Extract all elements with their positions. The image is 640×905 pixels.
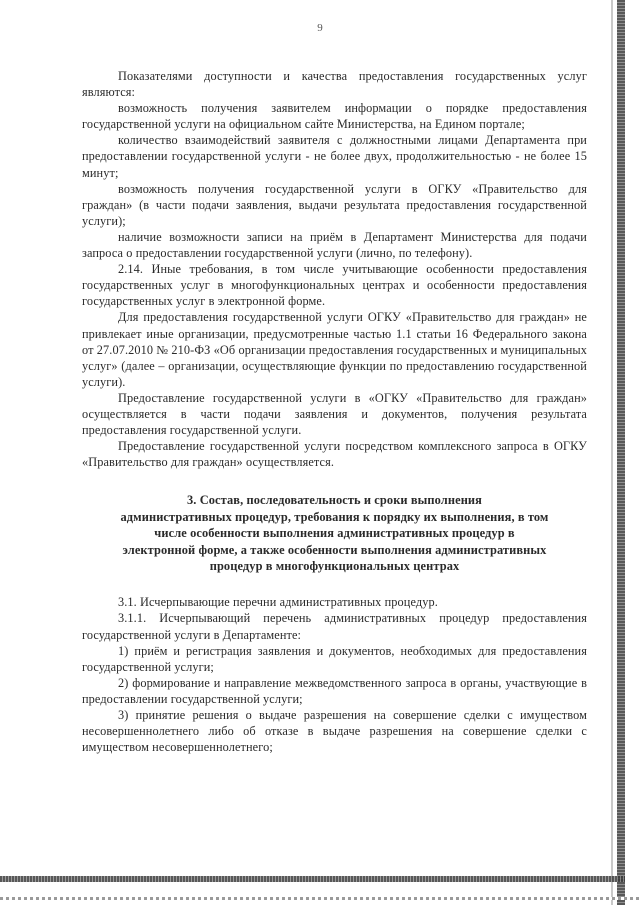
heading-line: числе особенности выполнения административных процедур в [154, 526, 515, 541]
scan-edge-right [617, 0, 625, 905]
heading-line: электронной форме, а также особенности выполнения административных [122, 542, 547, 557]
scan-edge-bottom [0, 876, 625, 882]
heading-line: процедур в многофункциональных центрах [209, 558, 460, 573]
paragraph: наличие возможности записи на приём в Департамент Министерства для подачи запроса о предоставлении государственной услуги (лично, по телефону). [82, 229, 587, 261]
page-number: 9 [317, 22, 323, 34]
paragraph: Предоставление государственной услуги в «ОГКУ «Правительство для граждан» осуществляется в части подачи заявления и документов, получения результата предоставления государственной услуги. [82, 390, 587, 438]
document-body [82, 68, 587, 755]
paragraph: 1) приём и регистрация заявления и документов, необходимых для предоставления государственной услуги; [82, 643, 587, 674]
paragraph: Предоставление государственной услуги посредством комплексного запроса в ОГКУ «Правительство для граждан» осуществляется. [82, 439, 587, 470]
paragraph: 3.1.1. Исчерпывающий перечень административных процедур предоставления государственной услуги в Департаменте: [82, 611, 587, 642]
paragraph: количество взаимодействий заявителя с должностными лицами Департамента при предоставлении государственной услуги - не более двух, продолжительностью - не более 15 минут; [82, 133, 587, 180]
paragraph: Для предоставления государственной услуги ОГКУ «Правительство для граждан» не привлекает иные организации, предусмотренные частью 1.1 статьи 16 Федерального закона от 27.07.2010 № 210-ФЗ «Об организации предоставления государственных и муниципальных услуг» (далее – организации, осуществляющие функции по предоставлению государственной услуги). [82, 310, 587, 389]
paragraph: 3.1. Исчерпывающие перечни административных процедур. [118, 595, 438, 610]
scan-edge-bottom-dotted [0, 897, 640, 900]
paragraph: 2) формирование и направление межведомственного запроса в органы, участвующие в предоставлении государственной услуги; [82, 675, 587, 706]
section-heading [82, 492, 587, 574]
scan-edge-line [611, 0, 613, 905]
paragraph: возможность получения заявителем информации о порядке предоставления государственной услуги на официальном сайте Министерства, на Едином портале; [82, 101, 587, 132]
heading-line: 3. Состав, последовательность и сроки выполнения [187, 493, 482, 508]
paragraph: Показателями доступности и качества предоставления государственных услуг являются: [82, 69, 587, 100]
paragraph: 3) принятие решения о выдаче разрешения на совершение сделки с имуществом несовершеннолетнего либо об отказе в выдаче разрешения на совершение сделки с имуществом несовершеннолетнего; [82, 708, 587, 755]
paragraph: 2.14. Иные требования, в том числе учитывающие особенности предоставления государственных услуг в многофункциональных центрах и особенности предоставления государственных услуг в электронной форме. [82, 262, 587, 309]
paragraph: возможность получения государственной услуги в ОГКУ «Правительство для граждан» (в части подачи заявления, выдачи результата предоставления государственной услуги); [82, 181, 587, 228]
heading-line: административных процедур, требования к порядку их выполнения, в том [120, 509, 549, 524]
